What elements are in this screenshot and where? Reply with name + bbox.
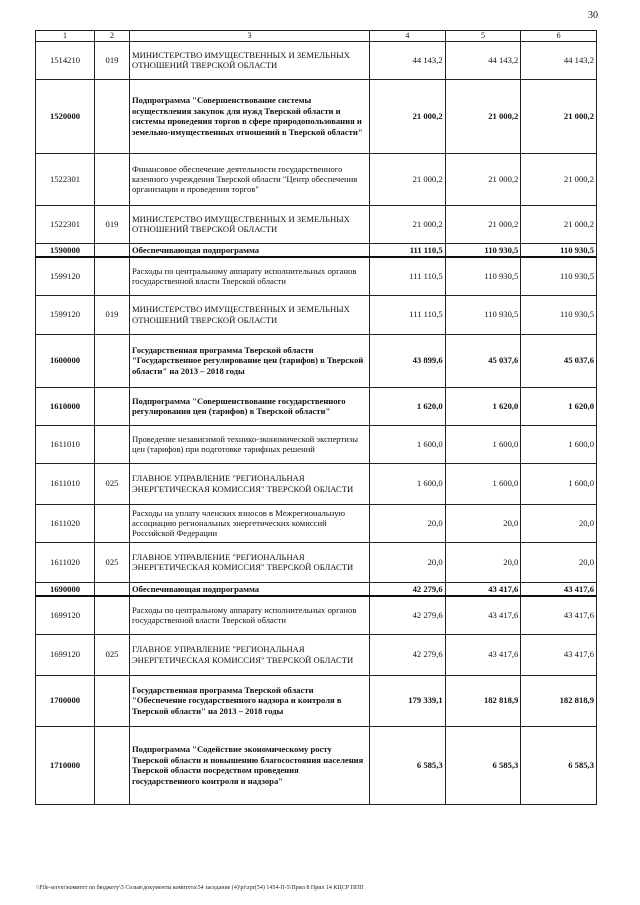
- table-row: [36, 243, 597, 257]
- page-number: 30: [588, 10, 598, 21]
- row-code: 1611010: [36, 463, 95, 504]
- row-description: Обеспечивающая подпрограмма: [130, 582, 370, 596]
- row-value-col6: 6 585,3: [521, 726, 597, 804]
- row-value-col5: 1 620,0: [445, 387, 521, 425]
- row-value-col5: 43 417,6: [445, 582, 521, 596]
- table-row: [36, 675, 597, 726]
- row-description: Подпрограмма "Содействие экономическому росту Тверской области и повышению благосостояния населения Тверской области посредством проведения государственного контроля и надзора": [130, 726, 370, 804]
- column-header-4: 4: [370, 31, 446, 42]
- row-value-col5: 21 000,2: [445, 153, 521, 205]
- row-description: Подпрограмма "Совершенствование государственного регулирования цен (тарифов) в Тверской области": [130, 387, 370, 425]
- row-subcode: [95, 596, 130, 634]
- row-code: 1611020: [36, 504, 95, 542]
- row-code: 1520000: [36, 79, 95, 153]
- row-value-col5: 45 037,6: [445, 334, 521, 387]
- table-row: [36, 634, 597, 675]
- row-description: МИНИСТЕРСТВО ИМУЩЕСТВЕННЫХ И ЗЕМЕЛЬНЫХ ОТНОШЕНИЙ ТВЕРСКОЙ ОБЛАСТИ: [130, 205, 370, 243]
- row-value-col5: 6 585,3: [445, 726, 521, 804]
- row-subcode: [95, 726, 130, 804]
- row-value-col6: 43 417,6: [521, 582, 597, 596]
- table-row: [36, 726, 597, 804]
- row-value-col4: 20,0: [370, 542, 446, 582]
- row-subcode: 019: [95, 41, 130, 79]
- table-row: [36, 504, 597, 542]
- column-header-3: 3: [130, 31, 370, 42]
- table-row: [36, 153, 597, 205]
- row-subcode: 019: [95, 295, 130, 334]
- row-value-col4: 44 143,2: [370, 41, 446, 79]
- row-value-col4: 42 279,6: [370, 582, 446, 596]
- row-description: Проведение независимой технико-экономической экспертизы цен (тарифов) при подготовке тарифных решений: [130, 425, 370, 463]
- table-row: [36, 205, 597, 243]
- row-code: 1710000: [36, 726, 95, 804]
- row-code: 1611020: [36, 542, 95, 582]
- row-value-col5: 43 417,6: [445, 634, 521, 675]
- row-value-col4: 21 000,2: [370, 153, 446, 205]
- row-value-col4: 1 600,0: [370, 463, 446, 504]
- row-description: Расходы по центральному аппарату исполнительных органов государственной власти Тверской области: [130, 257, 370, 295]
- row-value-col4: 1 600,0: [370, 425, 446, 463]
- row-value-col6: 43 417,6: [521, 634, 597, 675]
- row-description: ГЛАВНОЕ УПРАВЛЕНИЕ "РЕГИОНАЛЬНАЯ ЭНЕРГЕТИЧЕСКАЯ КОМИССИЯ" ТВЕРСКОЙ ОБЛАСТИ: [130, 463, 370, 504]
- row-value-col5: 44 143,2: [445, 41, 521, 79]
- column-header-6: 6: [521, 31, 597, 42]
- table-body: [36, 41, 597, 804]
- row-code: 1699120: [36, 596, 95, 634]
- row-value-col6: 110 930,5: [521, 257, 597, 295]
- row-description: Расходы по центральному аппарату исполнительных органов государственной власти Тверской области: [130, 596, 370, 634]
- row-value-col5: 1 600,0: [445, 425, 521, 463]
- row-value-col4: 21 000,2: [370, 205, 446, 243]
- row-code: 1514210: [36, 41, 95, 79]
- table-row: [36, 463, 597, 504]
- row-value-col5: 20,0: [445, 542, 521, 582]
- row-description: Обеспечивающая подпрограмма: [130, 243, 370, 257]
- row-code: 1522301: [36, 205, 95, 243]
- row-subcode: [95, 79, 130, 153]
- row-value-col4: 42 279,6: [370, 596, 446, 634]
- row-subcode: 025: [95, 542, 130, 582]
- table-row: [36, 425, 597, 463]
- row-value-col5: 110 930,5: [445, 257, 521, 295]
- column-header-5: 5: [445, 31, 521, 42]
- row-subcode: [95, 257, 130, 295]
- row-subcode: [95, 153, 130, 205]
- row-value-col5: 1 600,0: [445, 463, 521, 504]
- row-subcode: 025: [95, 463, 130, 504]
- row-value-col5: 182 818,9: [445, 675, 521, 726]
- row-description: Государственная программа Тверской области "Обеспечение государственного надзора и контроля в Тверской области" на 2013 – 2018 годы: [130, 675, 370, 726]
- row-value-col6: 182 818,9: [521, 675, 597, 726]
- row-value-col4: 1 620,0: [370, 387, 446, 425]
- file-path-footer: \\File-server\комитет по бюджету\5 Созыв\документы комитета\54 заседание (4)\pr\zpr(54) 1454-П-5\Прил 8 Прил 14 КЦСР ППП: [36, 885, 364, 891]
- row-code: 1611010: [36, 425, 95, 463]
- column-header-2: 2: [95, 31, 130, 42]
- row-description: Расходы на уплату членских взносов в Межрегиональную ассоциацию региональных энергетических комиссий Российской Федерации: [130, 504, 370, 542]
- row-description: ГЛАВНОЕ УПРАВЛЕНИЕ "РЕГИОНАЛЬНАЯ ЭНЕРГЕТИЧЕСКАЯ КОМИССИЯ" ТВЕРСКОЙ ОБЛАСТИ: [130, 634, 370, 675]
- row-value-col5: 110 930,5: [445, 295, 521, 334]
- row-value-col6: 45 037,6: [521, 334, 597, 387]
- budget-table: [35, 30, 597, 805]
- row-value-col4: 111 110,5: [370, 243, 446, 257]
- row-code: 1700000: [36, 675, 95, 726]
- row-subcode: [95, 243, 130, 257]
- row-value-col5: 21 000,2: [445, 205, 521, 243]
- row-value-col6: 43 417,6: [521, 596, 597, 634]
- row-value-col5: 43 417,6: [445, 596, 521, 634]
- row-code: 1600000: [36, 334, 95, 387]
- row-code: 1522301: [36, 153, 95, 205]
- table-row: [36, 79, 597, 153]
- row-code: 1599120: [36, 257, 95, 295]
- row-description: Подпрограмма "Совершенствование системы осуществления закупок для нужд Тверской области и системы проведения торгов в сфере природопользования и земельно-имущественных отношений в Тверской области": [130, 79, 370, 153]
- row-value-col6: 1 620,0: [521, 387, 597, 425]
- row-value-col4: 111 110,5: [370, 295, 446, 334]
- row-value-col6: 1 600,0: [521, 463, 597, 504]
- row-value-col5: 110 930,5: [445, 243, 521, 257]
- row-code: 1599120: [36, 295, 95, 334]
- row-value-col6: 110 930,5: [521, 243, 597, 257]
- table-row: [36, 542, 597, 582]
- row-subcode: 019: [95, 205, 130, 243]
- row-subcode: [95, 504, 130, 542]
- row-value-col5: 21 000,2: [445, 79, 521, 153]
- row-description: МИНИСТЕРСТВО ИМУЩЕСТВЕННЫХ И ЗЕМЕЛЬНЫХ ОТНОШЕНИЙ ТВЕРСКОЙ ОБЛАСТИ: [130, 295, 370, 334]
- row-description: Финансовое обеспечение деятельности государственного казенного учреждения Тверской области "Центр обеспечения организации и проведения торгов": [130, 153, 370, 205]
- row-value-col6: 21 000,2: [521, 153, 597, 205]
- table-row: [36, 334, 597, 387]
- row-subcode: [95, 425, 130, 463]
- row-value-col6: 21 000,2: [521, 205, 597, 243]
- row-description: Государственная программа Тверской области "Государственное регулирование цен (тарифов) в Тверской области" на 2013 – 2018 годы: [130, 334, 370, 387]
- table-row: [36, 41, 597, 79]
- row-value-col4: 42 279,6: [370, 634, 446, 675]
- table-header-row: [36, 31, 597, 42]
- row-value-col6: 1 600,0: [521, 425, 597, 463]
- row-code: 1610000: [36, 387, 95, 425]
- row-subcode: [95, 582, 130, 596]
- table-row: [36, 596, 597, 634]
- row-value-col6: 20,0: [521, 542, 597, 582]
- row-subcode: [95, 387, 130, 425]
- row-subcode: [95, 675, 130, 726]
- row-value-col4: 179 339,1: [370, 675, 446, 726]
- row-code: 1690000: [36, 582, 95, 596]
- row-description: МИНИСТЕРСТВО ИМУЩЕСТВЕННЫХ И ЗЕМЕЛЬНЫХ ОТНОШЕНИЙ ТВЕРСКОЙ ОБЛАСТИ: [130, 41, 370, 79]
- table-row: [36, 582, 597, 596]
- row-value-col4: 111 110,5: [370, 257, 446, 295]
- table-row: [36, 295, 597, 334]
- row-value-col6: 44 143,2: [521, 41, 597, 79]
- row-value-col5: 20,0: [445, 504, 521, 542]
- row-subcode: 025: [95, 634, 130, 675]
- row-value-col6: 110 930,5: [521, 295, 597, 334]
- row-value-col4: 6 585,3: [370, 726, 446, 804]
- row-value-col4: 20,0: [370, 504, 446, 542]
- row-description: ГЛАВНОЕ УПРАВЛЕНИЕ "РЕГИОНАЛЬНАЯ ЭНЕРГЕТИЧЕСКАЯ КОМИССИЯ" ТВЕРСКОЙ ОБЛАСТИ: [130, 542, 370, 582]
- row-value-col6: 21 000,2: [521, 79, 597, 153]
- row-value-col4: 21 000,2: [370, 79, 446, 153]
- row-code: 1699120: [36, 634, 95, 675]
- table-row: [36, 387, 597, 425]
- row-value-col6: 20,0: [521, 504, 597, 542]
- row-code: 1590000: [36, 243, 95, 257]
- table-row: [36, 257, 597, 295]
- row-value-col4: 43 899,6: [370, 334, 446, 387]
- row-subcode: [95, 334, 130, 387]
- column-header-1: 1: [36, 31, 95, 42]
